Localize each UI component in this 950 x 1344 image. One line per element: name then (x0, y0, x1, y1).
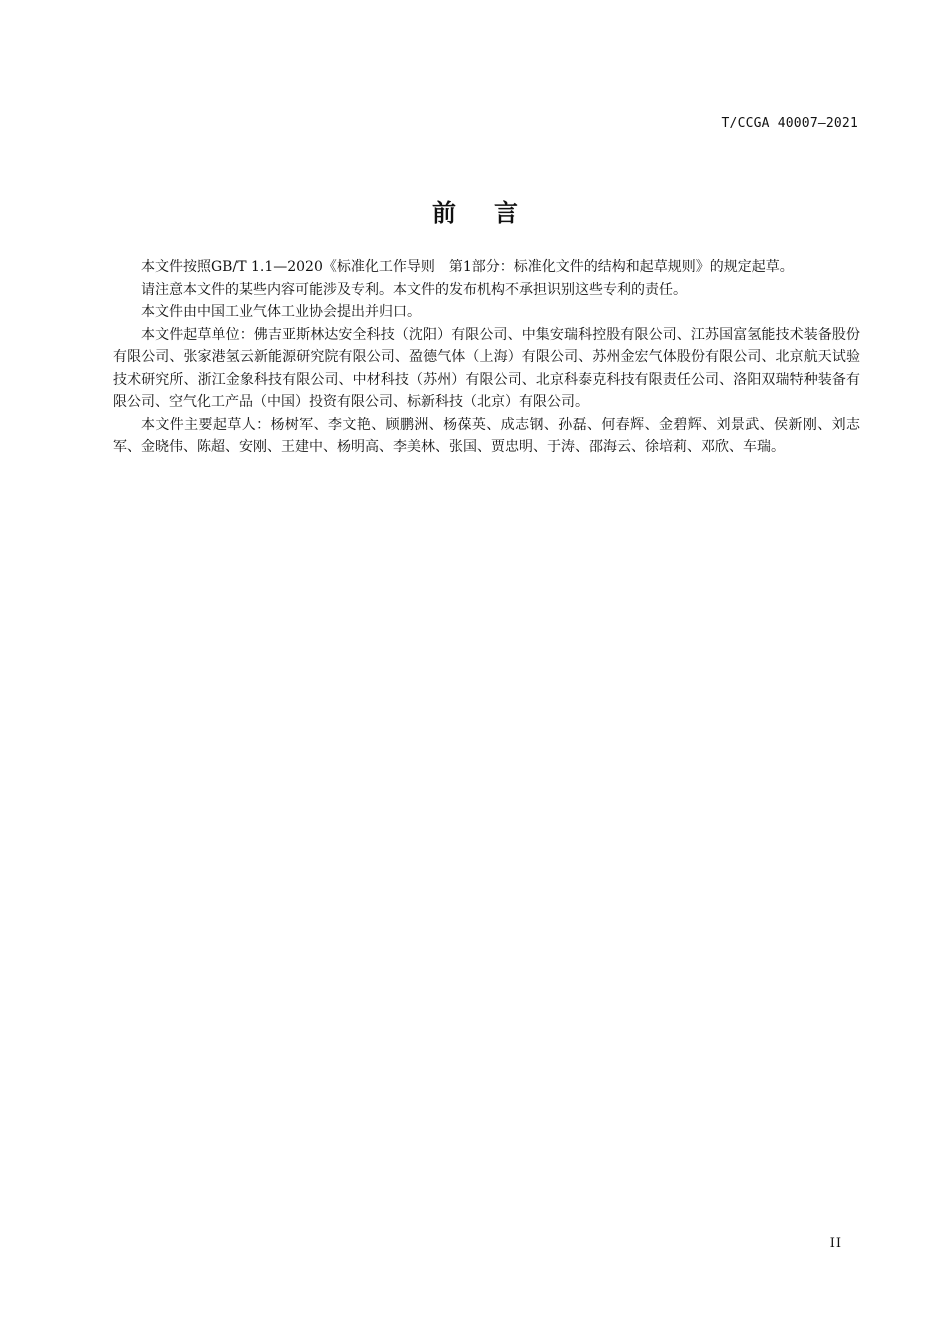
page-title: 前言 (432, 199, 556, 227)
paragraph-drafting-rules: 本文件按照GB/T 1.1—2020《标准化工作导则 第1部分：标准化文件的结构和起草规则》的规定起草。 (141, 259, 794, 275)
document-id: T/CCGA 40007—2021 (721, 116, 858, 131)
paragraph-proposer: 本文件由中国工业气体工业协会提出并归口。 (141, 304, 421, 320)
paragraph-drafters: 本文件主要起草人：杨树军、李文艳、顾鹏洲、杨葆英、成志钢、孙磊、何春辉、金碧辉、刘景武、侯新刚、刘志军、金晓伟、陈超、安刚、王建中、杨明高、李美林、张国、贾忠明、于涛、邵海云、徐培莉、邓欣、车瑞。 (113, 416, 860, 455)
paragraph-patent-notice: 请注意本文件的某些内容可能涉及专利。本文件的发布机构不承担识别这些专利的责任。 (141, 281, 687, 298)
page-number: II (829, 1236, 842, 1251)
paragraph-drafting-units: 本文件起草单位：佛吉亚斯林达安全科技（沈阳）有限公司、中集安瑞科控股有限公司、江苏国富氢能技术装备股份有限公司、张家港氢云新能源研究院有限公司、盈德气体（上海）有限公司、苏州金宏气体股份有限公司、北京航天试验技术研究所、浙江金象科技有限公司、中材科技（苏州）有限公司、北京科泰克科技有限责任公司、洛阳双瑞特种装备有限公司、空气化工产品（中国）投资有限公司、标新科技（北京）有限公司。 (113, 326, 860, 410)
foreword-body (113, 256, 860, 459)
